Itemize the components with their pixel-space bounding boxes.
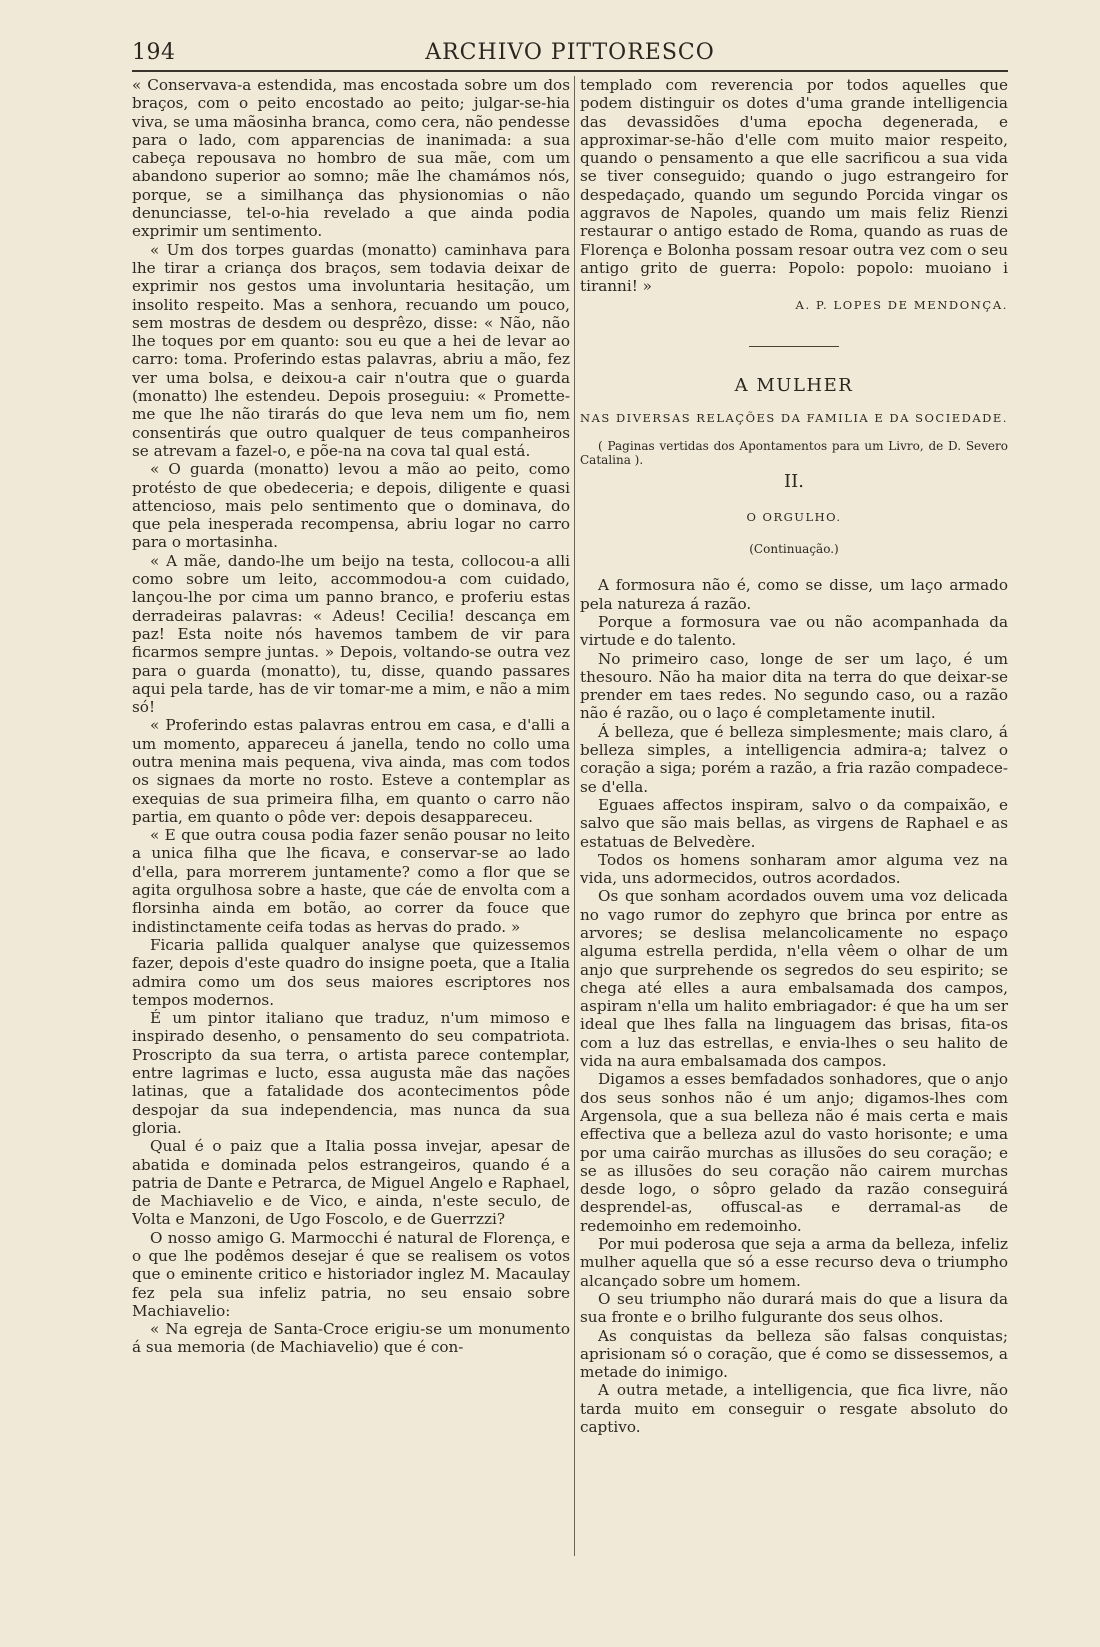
section-title: O ORGULHO.	[746, 509, 842, 524]
section-divider	[749, 346, 839, 347]
right-column	[580, 76, 1008, 1587]
paragraph: « Proferindo estas palavras entrou em casa, e d'alli a um momento, appareceu á janella, tendo no collo uma outra menina mais pequena, viva ainda, mas com todos os signaes da morte no rosto. Esteve a contemplar as exequias de sua primeira filha, em quanto o carro não partia, em quanto o pôde ver: depois desappareceu.	[132, 716, 570, 826]
paragraph: « E que outra cousa podia fazer senão pousar no leito a unica filha que lhe ficava, e conservar-se ao lado d'ella, para morrerem juntamente? como a flor que se agita orgulhosa sobre a haste, que cáe de envolta com a florsinha ainda em botão, ao correr da fouce que indistinctamente ceifa todas as hervas do prado. »	[132, 826, 570, 936]
paragraph: Digamos a esses bemfadados sonhadores, que o anjo dos seus sonhos não é um anjo; digamos-lhes com Argensola, que a sua belleza não é mais certa e mais effectiva que a belleza azul do vasto horisonte; e uma por uma cairão murchas as illusões do seu coração; e se as illusões do seu coração não cairem murchas desde logo, o sôpro gelado da razão conseguirá desprendel-as, offuscal-as e derramal-as de redemoinho em redemoinho.	[580, 1070, 1008, 1235]
paragraph: O seu triumpho não durará mais do que a lisura da sua fronte e o brilho fulgurante dos seus olhos.	[580, 1289, 1008, 1327]
paragraph: « Um dos torpes guardas (monatto) caminhava para lhe tirar a criança dos braços, sem todavia deixar de exprimir nos gestos uma involuntaria hesitação, um insolito respeito. Mas a senhora, recuando um pouco, sem mostras de desdem ou desprêzo, disse: « Não, não lhe toques por em quanto: sou eu que a hei de levar ao carro: toma. Proferindo estas palavras, abriu a mão, fez ver uma bolsa, e deixou-a cair n'outra que o guarda (monatto) lhe estendeu. Depois proseguiu: « Promette-me que lhe não tirarás do que leva nem um fio, nem consentirás que outro qualquer de teus companheiros se atrevam a fazel-o, e põe-na na cova tal qual está.	[132, 240, 570, 460]
paragraph: Por mui poderosa que seja a arma da belleza, infeliz mulher aquella que só a esse recurso deva o triumpho alcançado sobre um homem.	[580, 1235, 1008, 1290]
paragraph: Porque a formosura vae ou não acompanhada da virtude e do talento.	[580, 612, 1008, 650]
header-rule	[132, 70, 1008, 72]
paragraph: Todos os homens sonharam amor alguma vez na vida, uns adormecidos, outros acordados.	[580, 850, 1008, 888]
page-number: 194	[132, 40, 176, 65]
paragraph: Ficaria pallida qualquer analyse que quizessemos fazer, depois d'este quadro do insigne poeta, que a Italia admira como um dos seus maiores escriptores nos tempos modernos.	[132, 935, 570, 1009]
running-title: ARCHIVO PITTORESCO	[425, 40, 715, 65]
paragraph: « O guarda (monatto) levou a mão ao peito, como protésto de que obedeceria; e depois, diligente e quasi attencioso, mais pelo sentimento que o dominava, do que pela inesperada recompensa, abriu logar no carro para o mortasinha.	[132, 460, 570, 552]
article-numeral: II.	[784, 471, 804, 493]
paragraph: A outra metade, a intelligencia, que fica livre, não tarda muito em conseguir o resgate absoluto do captivo.	[580, 1381, 1008, 1436]
author-signature: A. P. LOPES DE MENDONÇA.	[795, 297, 1008, 312]
paragraph: A formosura não é, como se disse, um laço armado pela natureza á razão.	[580, 576, 1008, 613]
paragraph: « Na egreja de Santa-Croce erigiu-se um monumento á sua memoria (de Machiavelio) que é con-	[132, 1320, 570, 1357]
paragraph: É um pintor italiano que traduz, n'um mimoso e inspirado desenho, o pensamento do seu compatriota. Proscripto da sua terra, o artista parece contemplar, entre lagrimas e lucto, essa augusta mãe das nações latinas, que a fatalidade dos acontecimentos pôde despojar da sua independencia, mas nunca da sua gloria.	[132, 1009, 570, 1137]
continuation-note: (Continuação.)	[749, 542, 839, 557]
paragraph: Os que sonham acordados ouvem uma voz delicada no vago rumor do zephyro que brinca por entre as arvores; se deslisa melancolicamente no espaço alguma estrella perdida, n'ella vêem o olhar de um anjo que surprehende os segredos do seu espirito; se chega até elles a aura embalsamada dos campos, aspiram n'ella um halito embriagador: é que ha um ser ideal que lhes falla na linguagem das brisas, fita-os com a luz das estrellas, e envia-lhes o seu halito de vida na aura embalsamada dos campos.	[580, 887, 1008, 1071]
paragraph: Qual é o paiz que a Italia possa invejar, apesar de abatida e dominada pelos estrangeiros, quando é a patria de Dante e Petrarca, de Miguel Angelo e Raphael, de Machiavelio e de Vico, e ainda, n'este seculo, de Volta e Manzoni, de Ugo Foscolo, e de Guerrzzi?	[132, 1137, 570, 1229]
paragraph: Á belleza, que é belleza simplesmente; mais claro, á belleza simples, a intelligencia admira-a; talvez o coração a siga; porém a razão, a fria razão compadece-se d'ella.	[580, 722, 1008, 796]
paragraph: « Conservava-a estendida, mas encostada sobre um dos braços, com o peito encostado ao peito; julgar-se-hia viva, se uma mãosinha branca, como cera, não pendesse para o lado, com apparencias de inanimada: a sua cabeça repousava no hombro de sua mãe, com um abandono superior ao somno; mãe lhe chamámos nós, porque, se a similhança das physionomias o não denunciasse, tel-o-hia revelado a que ainda podia exprimir um sentimento.	[132, 76, 570, 241]
column-divider	[574, 76, 575, 1556]
continuation-paragraph: templado com reverencia por todos aquelles que podem distinguir os dotes d'uma grande intelligencia das devassidões d'uma epocha degenerada, e approximar-se-hão d'elle com muito maior respeito, quando o pensamento a que elle sacrificou a sua vida se tiver conseguido; quando o jugo estrangeiro for despedaçado, quando um segundo Porcida vingar os aggravos de Napoles, quando um mais feliz Rienzi restaurar o antigo estado de Roma, quando as ruas de Florença e Bolonha possam resoar outra vez com o seu antigo grito de guerra: Popolo: popolo: muoiano i tiranni! »	[580, 76, 1008, 296]
paragraph: Eguaes affectos inspiram, salvo o da compaixão, e salvo que são mais bellas, as virgens de Raphael e as estatuas de Belvedère.	[580, 795, 1008, 851]
article-subtitle: NAS DIVERSAS RELAÇÕES DA FAMILIA E DA SOCIEDADE.	[580, 411, 1008, 426]
left-column	[132, 76, 570, 1587]
paragraph: No primeiro caso, longe de ser um laço, é um thesouro. Não ha maior dita na terra do que deixar-se prender em taes redes. No segundo caso, ou a razão não é razão, ou o laço é completamente inutil.	[580, 649, 1008, 723]
article-title: A MULHER	[734, 374, 854, 396]
page-header	[132, 40, 1008, 70]
article-source-note: ( Paginas vertidas dos Apontamentos para um Livro, de D. Severo Catalina ).	[580, 439, 1008, 468]
paragraph: O nosso amigo G. Marmocchi é natural de Florença, e o que lhe podêmos desejar é que se realisem os votos que o eminente critico e historiador inglez M. Macaulay fez pela sua infeliz patria, no seu ensaio sobre Machiavelio:	[132, 1228, 570, 1320]
paragraph: « A mãe, dando-lhe um beijo na testa, collocou-a alli como sobre um leito, accommodou-a com cuidado, lançou-lhe por cima um panno branco, e proferiu estas derradeiras palavras: « Adeus! Cecilia! descança em paz! Esta noite nós havemos tambem de vir para ficarmos sempre juntas. » Depois, voltando-se outra vez para o guarda (monatto), tu, disse, quando passares aqui pela tarde, has de vir tomar-me a mim, e não a mim só!	[132, 551, 570, 717]
paragraph: As conquistas da belleza são falsas conquistas; aprisionam só o coração, que é como se dissessemos, a metade do inimigo.	[580, 1326, 1008, 1382]
